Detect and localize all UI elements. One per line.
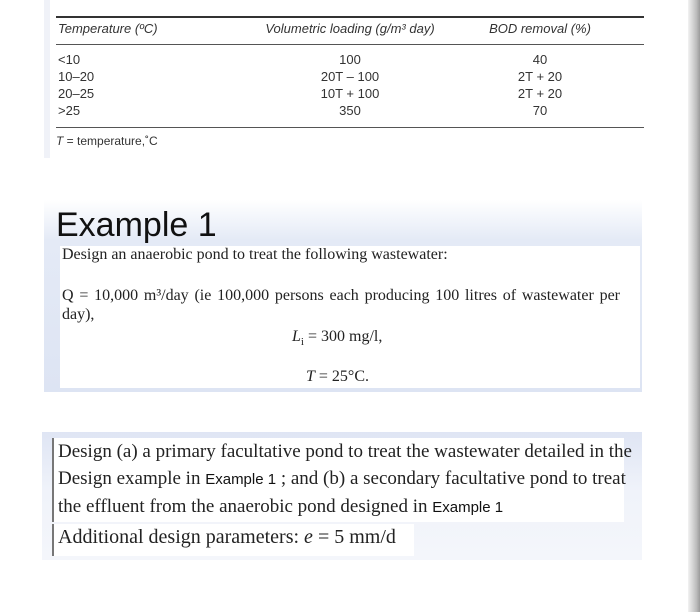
design-line-1: Design (a) a primary facultative pond to treat the wastewater detailed in the [58, 441, 632, 462]
cell-loading-row4: 350 [339, 103, 361, 118]
loading-table [50, 0, 644, 158]
equation-load [292, 328, 382, 348]
additional-params [58, 526, 396, 549]
table-top-rule [56, 16, 644, 18]
example-ref-2: Example 1 [432, 499, 504, 516]
header-bod-removal: BOD removal (%) [489, 21, 591, 36]
example-flow-line: Q = 10,000 m³/day (ie 100,000 persons each producing 100 litres of wastewater per day), [62, 287, 620, 323]
additional-var: e [304, 526, 313, 548]
equation-temperature [306, 368, 369, 386]
table-header-rule [56, 44, 644, 45]
header-temperature: Temperature (ºC) [58, 21, 158, 36]
window-edge-shadow [688, 0, 700, 612]
design-line-2 [58, 465, 624, 493]
temp-symbol: T [306, 368, 315, 385]
design-line-3 [58, 493, 624, 521]
table-footnote [56, 134, 158, 148]
cell-bod-row2: 2T + 20 [517, 69, 563, 84]
cell-bod-row1: 40 [532, 52, 548, 67]
example-title: Example 1 [56, 206, 217, 244]
cell-temp-row2: 10–20 [58, 69, 95, 84]
example-ref-1: Example 1 [205, 471, 277, 488]
table-bottom-rule [56, 127, 644, 128]
design-card [42, 432, 642, 560]
example-card [44, 200, 642, 392]
footnote-text: = temperature,˚C [63, 134, 158, 148]
design-line-2-post: ; and (b) a secondary facultative pond to treat [276, 468, 626, 489]
load-symbol: L [292, 328, 301, 345]
header-volumetric-loading: Volumetric loading (g/m³ day) [265, 21, 435, 36]
cell-loading-row2: 20T – 100 [320, 69, 380, 84]
cell-temp-row4: >25 [58, 103, 81, 118]
cell-temp-row3: 20–25 [58, 86, 95, 101]
loading-table-card [44, 0, 644, 158]
cell-loading-row1: 100 [339, 52, 361, 67]
design-line-2-pre: Design example in [58, 468, 206, 489]
design-text-box [52, 438, 632, 522]
example-body [60, 246, 640, 388]
additional-post: = 5 mm/d [312, 526, 396, 548]
load-subscript: i [300, 336, 304, 349]
cell-loading-row3: 10T + 100 [320, 86, 380, 101]
cell-temp-row1: <10 [58, 52, 81, 67]
design-line-3-pre: the effluent from the anaerobic pond designed in [58, 496, 433, 517]
footnote-symbol: T [56, 134, 64, 148]
temp-value: = 25°C. [314, 368, 369, 385]
load-value: = 300 mg/l, [303, 328, 383, 345]
design-paragraph [58, 438, 632, 521]
cell-bod-row4: 70 [532, 103, 548, 118]
additional-pre: Additional design parameters: [58, 526, 305, 548]
example-intro: Design an anaerobic pond to treat the following wastewater: [62, 246, 448, 263]
additional-params-box [52, 524, 414, 556]
cell-bod-row3: 2T + 20 [517, 86, 563, 101]
